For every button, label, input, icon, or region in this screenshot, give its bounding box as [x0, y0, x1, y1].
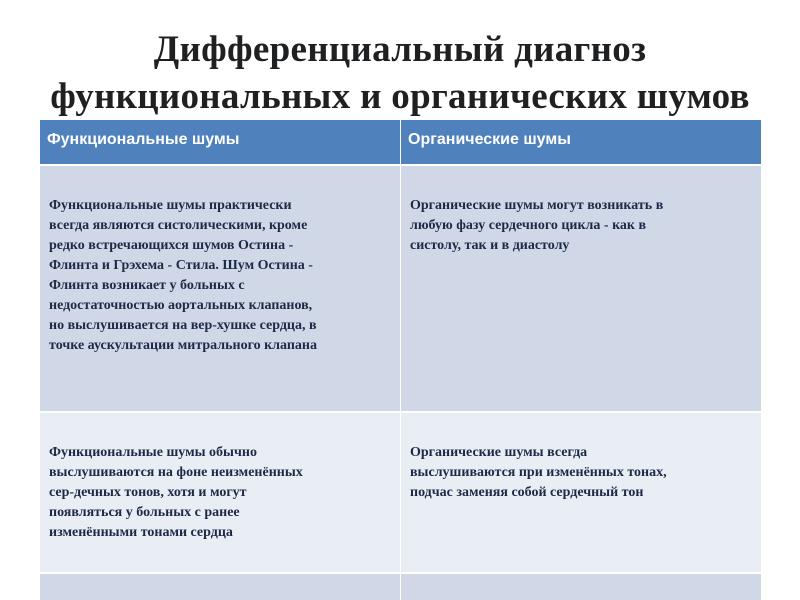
table-row [40, 412, 761, 572]
comparison-table [40, 120, 761, 600]
table-cell-organic [401, 573, 761, 600]
cell-text-functional: Функциональные шумы практически всегда являются систолическими, кроме редко встречающихся шумов Остина - Флинта и Грэхема - Стила. Шум Остина - Флинта возникает у больных с недостаточностью аортальных клапанов, но выслушивается на вер-хушке сердца, в точке аускультации митрального клапана [49, 198, 317, 353]
table-row [40, 573, 761, 600]
header-cell-functional [40, 120, 400, 164]
cell-text-functional: Функциональные шумы обычно выслушиваются на фоне неизменённых сер-дечных тонов, хотя и могут появляться у больных с ранее изменёнными тонами сердца [49, 445, 303, 540]
table-cell-functional [40, 573, 400, 600]
table-cell-organic [401, 165, 761, 411]
header-cell-organic [401, 120, 761, 164]
slide-title [0, 26, 800, 120]
cell-text-organic: Органические шумы могут возникать в любую фазу сердечного цикла - как в систолу, так и в диастолу [410, 198, 664, 253]
slide-title-line-2: функциональных и органических шумов [50, 76, 750, 117]
table-row [40, 165, 761, 411]
header-label-organic: Органические шумы [408, 131, 571, 148]
header-label-functional: Функциональные шумы [47, 131, 240, 148]
cell-text-organic: Органические шумы всегда выслушиваются при изменённых тонах, подчас заменяя собой сердечный тон [410, 445, 667, 500]
slide-title-line-1: Дифференциальный диагноз [153, 29, 647, 70]
table-cell-functional [40, 165, 400, 411]
table-cell-functional [40, 412, 400, 572]
table-header-row [40, 120, 761, 164]
table-cell-organic [401, 412, 761, 572]
